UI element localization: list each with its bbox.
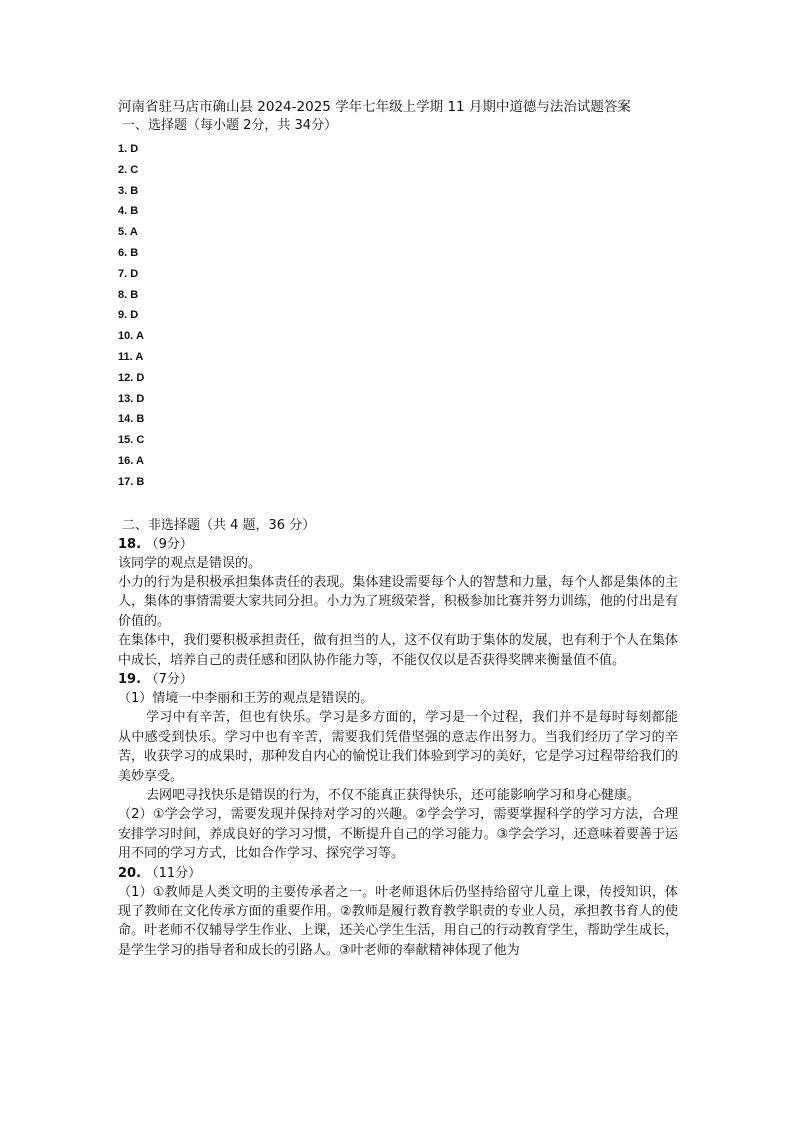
answer-item: 6. B: [118, 246, 139, 259]
q18-answer-p3: 在集体中，我们要积极承担责任，做有担当的人，这不仅有助于集体的发展，也有利于个人在集体中成长，培养自己的责任感和团队协作能力等，不能仅仅以是否获得奖牌来衡量值不值。: [118, 633, 678, 668]
answer-item: 11. A: [118, 350, 144, 363]
answer-item: 10. A: [118, 330, 144, 343]
answer-sheet: [118, 98, 678, 960]
answer-item: 15. C: [118, 434, 145, 447]
q19-answer-p1: （1）情境一中李丽和王芳的观点是错误的。: [118, 690, 374, 706]
answer-item: 2. C: [118, 163, 139, 176]
q19-answer-p3: 去网吧寻找快乐是错误的行为，不仅不能真正获得快乐，还可能影响学习和身心健康。: [146, 788, 641, 804]
answer-item: 7. D: [118, 267, 139, 280]
q20-num: 20.: [118, 865, 142, 881]
section2-heading: 二、非选择题（共 4 题，36 分）: [122, 517, 316, 533]
answer-item: 17. B: [118, 475, 145, 488]
q20-points: （11分）: [145, 865, 202, 881]
q19-points: （7分）: [145, 671, 193, 687]
answer-item: 5. A: [118, 226, 138, 239]
q18-answer-p1: 该同学的观点是错误的。: [118, 555, 262, 571]
answer-item: 4. B: [118, 205, 139, 218]
q20-answer-p1: （1）①教师是人类文明的主要传承者之一。叶老师退休后仍坚持给留守儿童上课，传授知识，体现了教师在文化传承方面的重要作用。②教师是履行教育教学职责的专业人员，承担教书育人的使命。叶老师不仅辅导学生作业、上课，还关心学生生活，用自己的行动教育学生，帮助学生成长，是学生学习的指导者和成长的引路人。③叶老师的奉献精神体现了他为: [118, 884, 678, 958]
answer-item: 9. D: [118, 309, 139, 322]
answer-item: 13. D: [118, 392, 145, 405]
q19-answer-p2: 学习中有辛苦，但也有快乐。学习是多方面的，学习是一个过程，我们并不是每时每刻都能从中感受到快乐。学习中也有辛苦，需要我们凭借坚强的意志作出努力。当我们经历了学习的辛苦，收获学习的成果时，那种发自内心的愉悦让我们体验到学习的美好，它是学习过程带给我们的美妙享受。: [118, 710, 678, 784]
answer-item: 14. B: [118, 413, 145, 426]
document-title: 河南省驻马店市确山县 2024-2025 学年七年级上学期 11 月期中道德与法治试题答案: [118, 99, 631, 115]
question-19-number: [118, 671, 678, 689]
answer-item: 1. D: [118, 143, 139, 155]
question-20-number: [118, 865, 678, 883]
q18-num: 18.: [118, 536, 142, 552]
q18-points: （9分）: [145, 536, 193, 552]
section2: [118, 517, 678, 961]
answer-item: 12. D: [118, 371, 145, 384]
q19-num: 19.: [118, 671, 142, 687]
answer-item: 16. A: [118, 454, 144, 467]
q19-answer-p4: （2）①学会学习，需要发现并保持对学习的兴趣。②学会学习，需要掌握科学的学习方法，合理安排学习时间，养成良好的学习习惯，不断提升自己的学习能力。③学会学习，还意味着要善于运用不同的学习方式，比如合作学习、探究学习等。: [118, 807, 678, 862]
answer-item: 8. B: [118, 288, 139, 301]
answer-item: 3. B: [118, 184, 139, 197]
q18-answer-p2: 小力的行为是积极承担集体责任的表现。集体建设需要每个人的智慧和力量，每个人都是集体的主人，集体的事情需要大家共同分担。小力为了班级荣誉，积极参加比赛并努力训练，他的付出是有价值的。: [118, 574, 678, 629]
question-18-number: [118, 536, 678, 554]
answer-list: [118, 139, 678, 493]
section1-heading: 一、选择题（每小题 2分，共 34分）: [122, 118, 338, 133]
